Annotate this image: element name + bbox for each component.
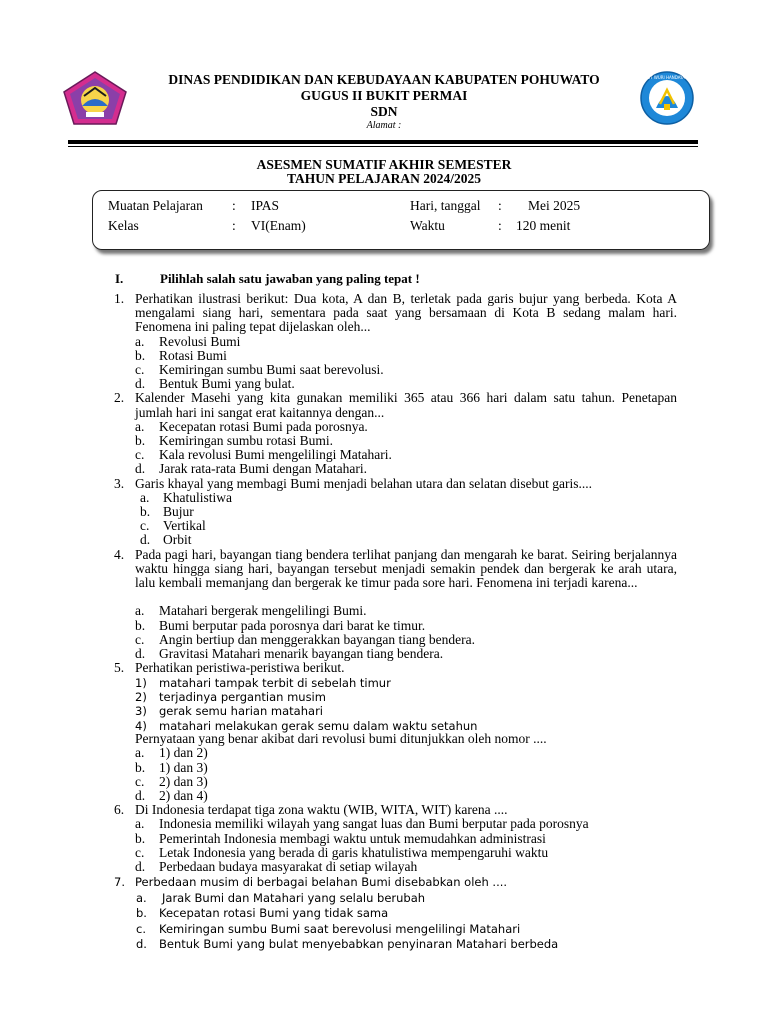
question-prompt: Pernyataan yang benar akibat dari revolusi bumi ditunjukkan oleh nomor .... <box>135 731 547 747</box>
option-letter: a. <box>135 745 145 761</box>
option-text: Bentuk Bumi yang bulat. <box>159 376 295 392</box>
school-name: SDN <box>370 104 398 119</box>
question-number: 2. <box>114 390 125 406</box>
option-text: Perbedaan budaya masyarakat di setiap wilayah <box>159 859 418 874</box>
address-label: Alamat : <box>366 120 402 131</box>
option-letter: c. <box>140 518 150 534</box>
question-text: Garis khayal yang membagi Bumi menjadi belahan utara dan selatan disebut garis.... <box>135 475 592 491</box>
logo-text: TUT WURI HANDAYANI <box>644 75 690 80</box>
option-letter: c. <box>135 631 145 647</box>
cluster-name: GUGUS II BUKIT PERMAI <box>300 88 468 103</box>
option-text: Matahari bergerak mengelilingi Bumi. <box>159 603 367 619</box>
option-letter: c. <box>135 844 145 860</box>
option-letter: b. <box>135 347 146 363</box>
option-text: Revolusi Bumi <box>159 333 241 349</box>
option-text: Letak Indonesia yang berada di garis khatulistiwa mempengaruhi waktu <box>159 844 549 860</box>
subject-value: IPAS <box>251 198 280 213</box>
class-label: Kelas <box>108 218 139 233</box>
class-colon: : <box>232 218 236 233</box>
question-text: Di Indonesia terdapat tiga zona waktu (WIB, WITA, WIT) karena .... <box>135 802 508 818</box>
header-divider-thick <box>68 140 698 144</box>
option-letter: a. <box>135 418 145 434</box>
option-text: Vertikal <box>163 518 206 534</box>
option-text: Bentuk Bumi yang bulat menyebabkan penyinaran Matahari berbeda <box>159 937 559 951</box>
academic-year: TAHUN PELAJARAN 2024/2025 <box>286 171 481 186</box>
subject-label: Muatan Pelajaran <box>108 198 203 213</box>
option-letter: c. <box>136 921 146 936</box>
option-letter: b. <box>136 906 147 920</box>
option-letter: c. <box>135 362 145 377</box>
statement-number: 3) <box>135 704 147 719</box>
option-text: 1) dan 2) <box>159 745 208 761</box>
option-text: Kemiringan sumbu rotasi Bumi. <box>159 433 333 448</box>
question-text: Perhatikan ilustrasi berikut: Dua kota, A dan B, terletak pada garis bujur yang berbeda. Kota A mengalami siang hari, sementara pada saat yang bersamaan di Kota B sedang malam hari. Fenomena ini paling tepat dijelaskan oleh... <box>135 291 677 335</box>
question-text: Perbedaan musim di berbagai belahan Bumi disebabkan oleh .... <box>135 875 508 889</box>
option-letter: b. <box>135 617 146 633</box>
option-text: 2) dan 4) <box>159 788 208 803</box>
statement-number: 2) <box>135 690 147 705</box>
section-number: I. <box>115 271 124 286</box>
question-number: 4. <box>114 546 125 562</box>
question-text: Kalender Masehi yang kita gunakan memiliki 365 atau 366 hari dalam satu tahun. Penetapan jumlah hari ini sangat erat kaitannya dengan... <box>135 390 677 420</box>
option-letter: a. <box>136 890 147 905</box>
option-text: Pemerintah Indonesia membagi waktu untuk memudahkan administrasi <box>159 830 546 846</box>
option-letter: a. <box>135 603 145 619</box>
header-divider-thin <box>68 146 698 147</box>
question-text: Pada pagi hari, bayangan tiang bendera terlihat panjang dan mengarah ke barat. Seiring berjalannya waktu hingga siang hari, bayangan tersebut menjadi semakin pendek dan bergerak ke arah utara, lalu kembali memanjang dan bergerak ke timur pada sore hari. Fenomena ini terjadi karena... <box>135 546 677 590</box>
option-letter: d. <box>135 461 146 477</box>
option-text: Bujur <box>163 504 194 519</box>
option-text: Orbit <box>163 532 192 548</box>
subject-colon: : <box>232 198 236 213</box>
option-text: Kemiringan sumbu Bumi saat berevolusi. <box>159 362 384 377</box>
option-letter: c. <box>135 447 145 463</box>
time-label: Waktu <box>410 218 445 233</box>
statement-text: matahari melakukan gerak semu dalam waktu setahun <box>159 718 478 733</box>
option-text: Indonesia memiliki wilayah yang sangat luas dan Bumi berputar pada porosnya <box>159 816 589 832</box>
option-letter: b. <box>135 433 146 448</box>
time-colon: : <box>498 218 502 233</box>
question-number: 1. <box>114 291 125 306</box>
option-text: Kemiringan sumbu Bumi saat berevolusi mengelilingi Matahari <box>159 921 521 936</box>
option-text: Jarak rata-rata Bumi dengan Matahari. <box>159 461 368 477</box>
option-text: Gravitasi Matahari menarik bayangan tiang bendera. <box>159 646 444 661</box>
option-text: Khatulistiwa <box>163 489 232 505</box>
statement-text: terjadinya pergantian musim <box>159 690 326 705</box>
option-letter: b. <box>140 504 151 519</box>
option-text: Jarak Bumi dan Matahari yang selalu berubah <box>162 890 426 905</box>
class-value: VI(Enam) <box>251 218 306 233</box>
option-text: Rotasi Bumi <box>159 347 227 363</box>
option-letter: b. <box>135 759 146 775</box>
section-instruction: Pilihlah salah satu jawaban yang paling tepat ! <box>160 271 420 286</box>
date-colon: : <box>498 198 502 213</box>
option-letter: a. <box>140 489 150 505</box>
question-number: 7. <box>114 875 125 889</box>
time-value: 120 menit <box>516 218 571 233</box>
option-letter: d. <box>135 646 146 661</box>
date-label: Hari, tanggal <box>410 198 481 213</box>
option-text: Kecepatan rotasi Bumi yang tidak sama <box>159 906 389 920</box>
option-text: Bumi berputar pada porosnya dari barat ke timur. <box>159 617 426 633</box>
option-letter: d. <box>140 532 151 548</box>
option-text: 1) dan 3) <box>159 759 208 775</box>
date-value: Mei 2025 <box>528 198 581 213</box>
statement-text: gerak semu harian matahari <box>159 704 323 719</box>
option-letter: d. <box>136 937 147 951</box>
option-letter: d. <box>135 788 146 803</box>
option-letter: a. <box>135 333 145 349</box>
question-number: 6. <box>114 802 125 818</box>
option-letter: d. <box>135 859 146 874</box>
option-text: 2) dan 3) <box>159 773 208 789</box>
question-text: Perhatikan peristiwa-peristiwa berikut. <box>135 660 345 676</box>
statement-number: 4) <box>135 718 147 733</box>
option-letter: b. <box>135 830 146 846</box>
agency-name: DINAS PENDIDIKAN DAN KEBUDAYAAN KABUPATEN POHUWATO <box>168 72 600 87</box>
option-letter: d. <box>135 376 146 392</box>
question-number: 5. <box>114 660 125 676</box>
exam-title: ASESMEN SUMATIF AKHIR SEMESTER <box>256 157 512 172</box>
option-letter: c. <box>135 773 145 789</box>
question-number: 3. <box>114 475 125 491</box>
option-text: Angin bertiup dan menggerakkan bayangan tiang bendera. <box>159 631 476 647</box>
option-text: Kecepatan rotasi Bumi pada porosnya. <box>159 418 368 434</box>
statement-number: 1) <box>135 676 147 690</box>
option-text: Kala revolusi Bumi mengelilingi Matahari. <box>159 447 392 463</box>
option-letter: a. <box>135 816 145 832</box>
statement-text: matahari tampak terbit di sebelah timur <box>159 676 391 690</box>
